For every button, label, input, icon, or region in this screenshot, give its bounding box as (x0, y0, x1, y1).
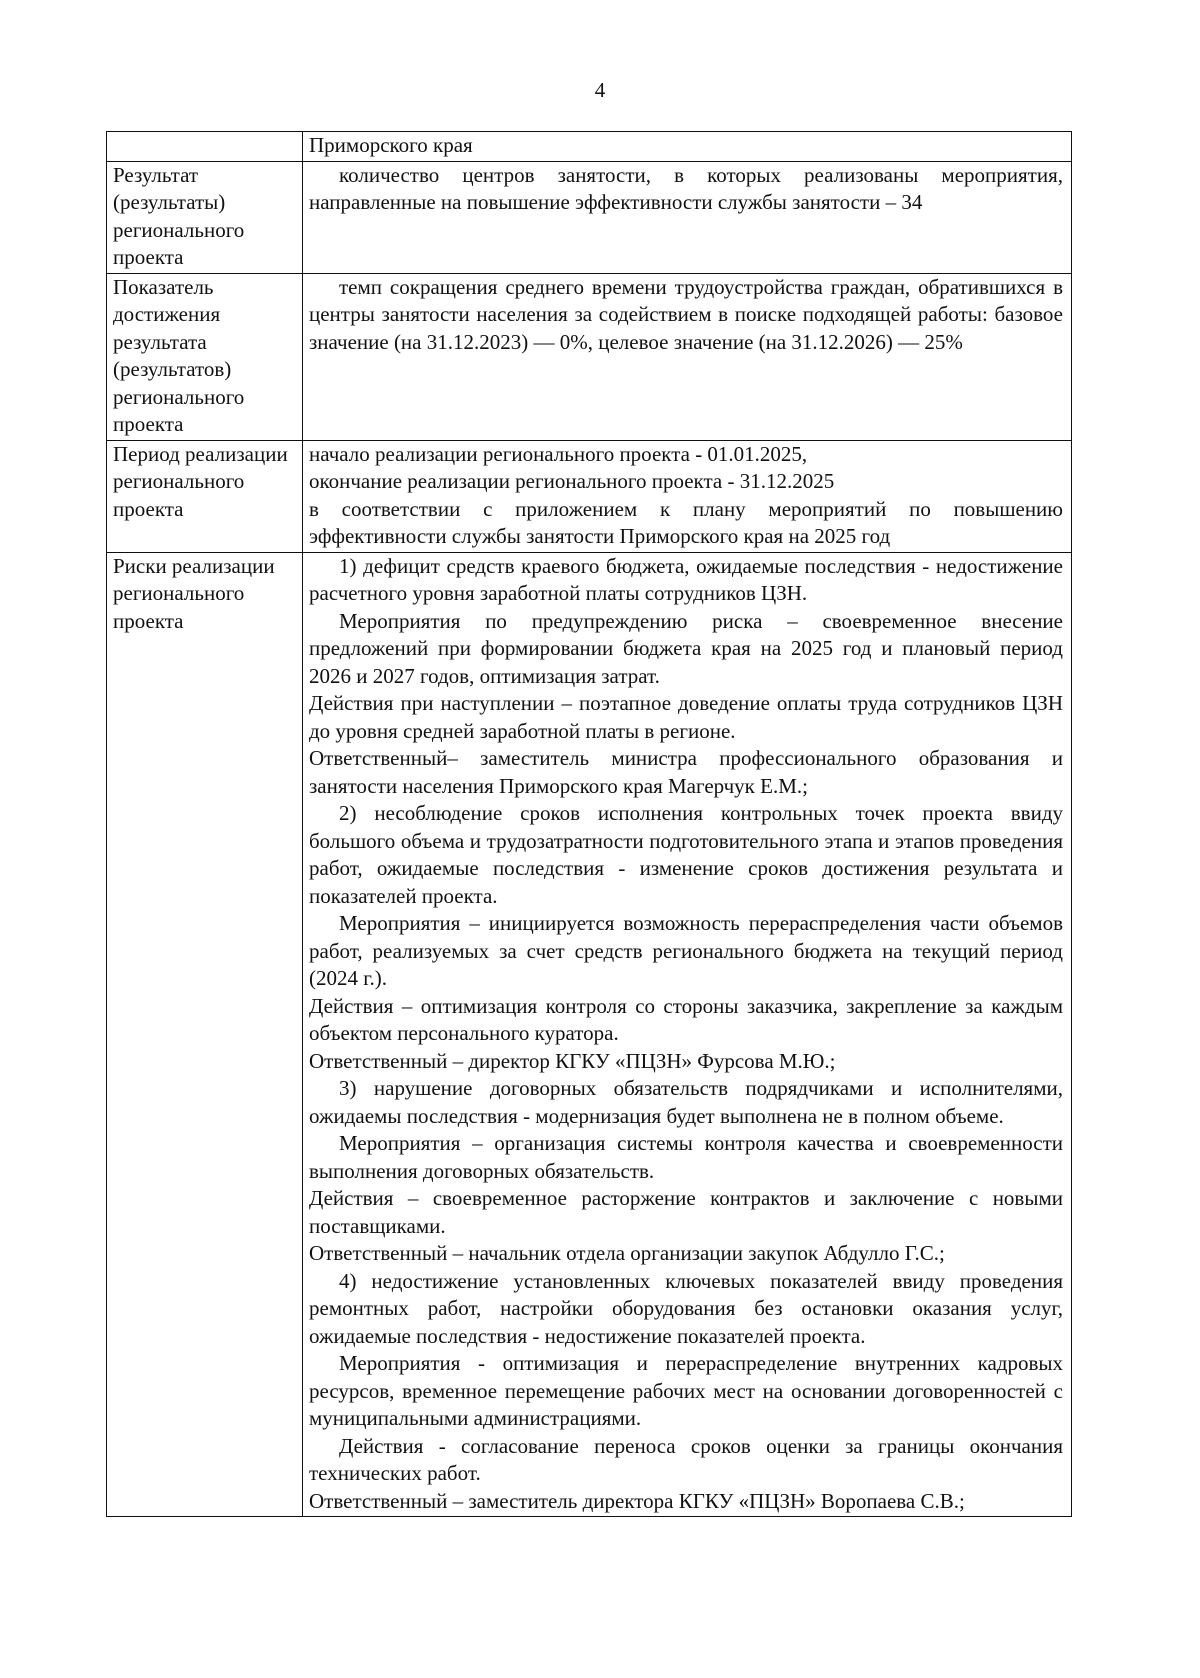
table-row (107, 161, 1072, 273)
content-paragraph: Действия при наступлении – поэтапное доведение оплаты труда сотрудников ЦЗН до уровня средней заработной платы в регионе. (309, 691, 1063, 743)
content-paragraph: Мероприятия – организация системы контроля качества и своевременности выполнения договорных обязательств. (309, 1131, 1063, 1183)
content-paragraph: Ответственный – директор КГКУ «ПЦЗН» Фурсова М.Ю.; (309, 1048, 836, 1073)
content-paragraph: Приморского края (309, 133, 473, 157)
content-paragraph: 4) недостижение установленных ключевых показателей ввиду проведения ремонтных работ, настройки оборудования без остановки оказания услуг, ожидаемые последствия - недостижение показателей проекта. (309, 1268, 1063, 1348)
content-paragraph: Действия – своевременное расторжение контрактов и заключение с новыми поставщиками. (309, 1186, 1063, 1238)
row-content (303, 552, 1072, 1517)
table-body (107, 132, 1072, 1517)
content-paragraph: 3) нарушение договорных обязательств подрядчиками и исполнителями, ожидаемы последствия - модернизация будет выполнена не в полном объеме. (309, 1076, 1063, 1128)
content-paragraph: Мероприятия по предупреждению риска – своевременное внесение предложений при формировании бюджета края на 2025 год и плановый период 2026 и 2027 годов, оптимизация затрат. (309, 608, 1063, 688)
row-label: Результат (результаты) регионального проекта (107, 161, 303, 273)
table-row (107, 552, 1072, 1517)
table-row (107, 273, 1072, 440)
content-paragraph: Мероприятия – инициируется возможность перераспределения части объемов работ, реализуемых за счет средств регионального бюджета на текущий период (2024 г.). (309, 911, 1063, 990)
row-label (107, 132, 303, 162)
content-paragraph: Ответственный – начальник отдела организации закупок Абдулло Г.С.; (309, 1241, 945, 1265)
content-paragraph: Действия - согласование переноса сроков оценки за границы окончания технических работ. (309, 1433, 1063, 1485)
content-paragraph: Мероприятия - оптимизация и перераспределение внутренних кадровых ресурсов, временное перемещение рабочих мест на основании договоренностей с муниципальными администрациями. (309, 1351, 1063, 1430)
row-label: Риски реализации регионального проекта (107, 552, 303, 1517)
row-label: Период реализации регионального проекта (107, 440, 303, 552)
content-paragraph: 1) дефицит средств краевого бюджета, ожидаемые последствия - недостижение расчетного уровня заработной платы сотрудников ЦЗН. (309, 553, 1063, 605)
content-paragraph: Действия – оптимизация контроля со стороны заказчика, закрепление за каждым объектом персонального куратора. (309, 993, 1063, 1045)
content-paragraph: количество центров занятости, в которых реализованы мероприятия, направленные на повышение эффективности службы занятости – 34 (309, 162, 1063, 214)
table-row (107, 132, 1072, 162)
row-content (303, 273, 1072, 440)
row-content (303, 161, 1072, 273)
content-paragraph: Ответственный– заместитель министра профессионального образования и занятости населения Приморского края Магерчук Е.М.; (309, 746, 1063, 798)
page-number: 4 (594, 78, 606, 102)
content-paragraph: темп сокращения среднего времени трудоустройства граждан, обратившихся в центры занятости населения за содействием в поиске подходящей работы: базовое значение (на 31.12.2023) — 0%, целевое значение (на 31.12.2026) — 25% (309, 274, 1063, 354)
content-paragraph: начало реализации регионального проекта - 01.01.2025, (309, 441, 808, 466)
row-content (303, 132, 1072, 162)
content-paragraph: 2) несоблюдение сроков исполнения контрольных точек проекта ввиду большого объема и трудозатратности подготовительного этапа и этапов проведения работ, ожидаемые последствия - изменение сроков достижения результата и показателей проекта. (309, 801, 1063, 908)
content-paragraph: в соответствии с приложением к плану мероприятий по повышению эффективности службы занятости Приморского края на 2025 год (309, 496, 1063, 548)
content-paragraph: Ответственный – заместитель директора КГКУ «ПЦЗН» Воропаева С.В.; (309, 1488, 965, 1513)
table-row (107, 440, 1072, 552)
row-label: Показатель достижения результата (результатов) регионального проекта (107, 273, 303, 440)
content-paragraph: окончание реализации регионального проекта - 31.12.2025 (309, 469, 835, 493)
row-content (303, 440, 1072, 552)
project-passport-table (106, 131, 1072, 1517)
